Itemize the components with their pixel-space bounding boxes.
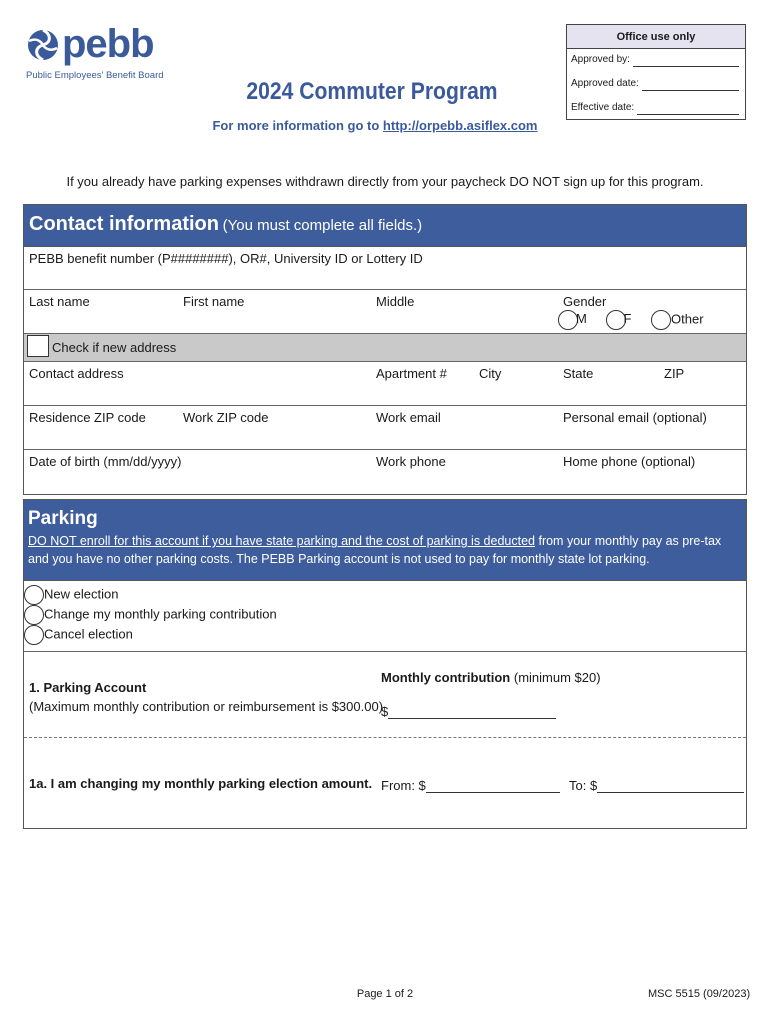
from-label: From: $ <box>381 778 426 793</box>
parking-account-row <box>24 652 746 738</box>
parking-warning <box>28 532 740 568</box>
contact-header <box>24 205 746 247</box>
new-election-radio[interactable] <box>24 585 44 605</box>
work-zip-label: Work ZIP code <box>183 410 269 425</box>
new-election-label: New election <box>44 586 119 602</box>
option-new-election[interactable] <box>24 585 277 605</box>
gender-m-label: M <box>576 311 587 327</box>
to-label: To: $ <box>569 778 598 793</box>
contribution-label: Monthly contribution <box>381 670 511 685</box>
form-code: MSC 5515 (09/2023) <box>648 988 751 1000</box>
approved-by-label: Approved by: <box>571 54 630 65</box>
logo-word: pebb <box>62 22 154 66</box>
approved-date-row <box>567 73 745 97</box>
logo-subtitle: Public Employees' Benefit Board <box>26 70 164 81</box>
effective-date-label: Effective date: <box>571 102 635 113</box>
gender-f-label: F <box>623 311 632 327</box>
new-address-label: Check if new address <box>52 340 177 355</box>
gender-m-radio[interactable] <box>558 310 578 330</box>
contact-subtitle: (You must complete all fields.) <box>222 217 423 234</box>
effective-date-line <box>637 97 739 115</box>
contribution-line <box>388 718 556 719</box>
parking-title: Parking <box>28 508 98 529</box>
pebb-logo-mark-icon <box>26 26 60 66</box>
change-contribution-label: Change my monthly parking contribution <box>44 606 277 622</box>
residence-zip-label: Residence ZIP code <box>29 410 146 425</box>
benefit-number-field[interactable] <box>24 247 746 290</box>
notice-text: If you already have parking expenses withdrawn directly from your paycheck DO NOT sign up for this program. <box>66 174 704 189</box>
last-name-label: Last name <box>29 294 90 309</box>
personal-email-label: Personal email (optional) <box>563 410 707 425</box>
state-label: State <box>563 366 594 381</box>
contribution-dollar: $ <box>381 704 389 719</box>
work-phone-label: Work phone <box>376 454 446 469</box>
info-prefix: For more information go to <box>212 118 383 133</box>
parking-warning-rest: from your monthly pay as pre-tax and you have no other parking costs. The PEBB Parking account is not used to pay for monthly state lot parking. <box>28 534 722 566</box>
new-address-row <box>24 334 746 362</box>
parking-account-max: (Maximum monthly contribution or reimbursement is $300.00) <box>29 699 384 714</box>
office-use-box <box>566 24 746 120</box>
parking-account-title: 1. Parking Account <box>29 680 147 695</box>
info-line <box>160 118 590 133</box>
office-use-heading: Office use only <box>567 25 745 49</box>
approved-by-row <box>567 49 745 73</box>
contribution-min: (minimum $20) <box>510 670 601 685</box>
page-title: 2024 Commuter Program <box>246 78 498 105</box>
middle-label: Middle <box>376 294 415 309</box>
from-amount-field[interactable] <box>381 778 560 793</box>
name-row <box>24 290 746 334</box>
contact-title: Contact information <box>29 213 219 235</box>
benefit-number-label: PEBB benefit number (P########), OR#, University ID or Lottery ID <box>29 251 423 266</box>
parking-warning-underlined: DO NOT enroll for this account if you have state parking and the cost of parking is deducted <box>28 534 535 548</box>
approved-date-line <box>642 73 739 91</box>
approved-date-label: Approved date: <box>571 78 639 89</box>
to-line <box>597 792 744 793</box>
gender-options <box>558 310 704 330</box>
city-label: City <box>479 366 502 381</box>
gender-other-radio[interactable] <box>651 310 671 330</box>
change-amount-row <box>24 738 746 826</box>
option-cancel-election[interactable] <box>24 625 277 645</box>
contact-section <box>23 204 747 495</box>
home-phone-label: Home phone (optional) <box>563 454 696 469</box>
new-address-checkbox[interactable] <box>27 335 49 357</box>
parking-section <box>23 499 747 829</box>
option-change-contribution[interactable] <box>24 605 277 625</box>
dob-phone-row <box>24 450 746 494</box>
cancel-election-radio[interactable] <box>24 625 44 645</box>
page-number: Page 1 of 2 <box>356 988 414 1000</box>
gender-label: Gender <box>563 294 607 309</box>
zip-label: ZIP <box>664 366 685 381</box>
change-contribution-radio[interactable] <box>24 605 44 625</box>
apartment-label: Apartment # <box>376 366 447 381</box>
zip-email-row <box>24 406 746 450</box>
gender-other-label: Other <box>671 311 704 327</box>
approved-by-line <box>633 49 739 67</box>
election-options <box>24 581 746 652</box>
info-link[interactable]: http://orpebb.asiflex.com <box>382 118 538 133</box>
address-row <box>24 362 746 406</box>
work-email-label: Work email <box>376 410 441 425</box>
first-name-label: First name <box>183 294 245 309</box>
pebb-logo <box>26 22 186 86</box>
from-line <box>426 792 560 793</box>
effective-date-row <box>567 97 745 121</box>
contribution-field[interactable] <box>381 704 556 719</box>
contact-address-label: Contact address <box>29 366 124 381</box>
to-amount-field[interactable] <box>569 778 744 793</box>
dob-label: Date of birth (mm/dd/yyyy) <box>29 454 182 469</box>
parking-header <box>24 500 746 581</box>
cancel-election-label: Cancel election <box>44 626 133 642</box>
change-amount-title: 1a. I am changing my monthly parking election amount. <box>29 776 373 791</box>
